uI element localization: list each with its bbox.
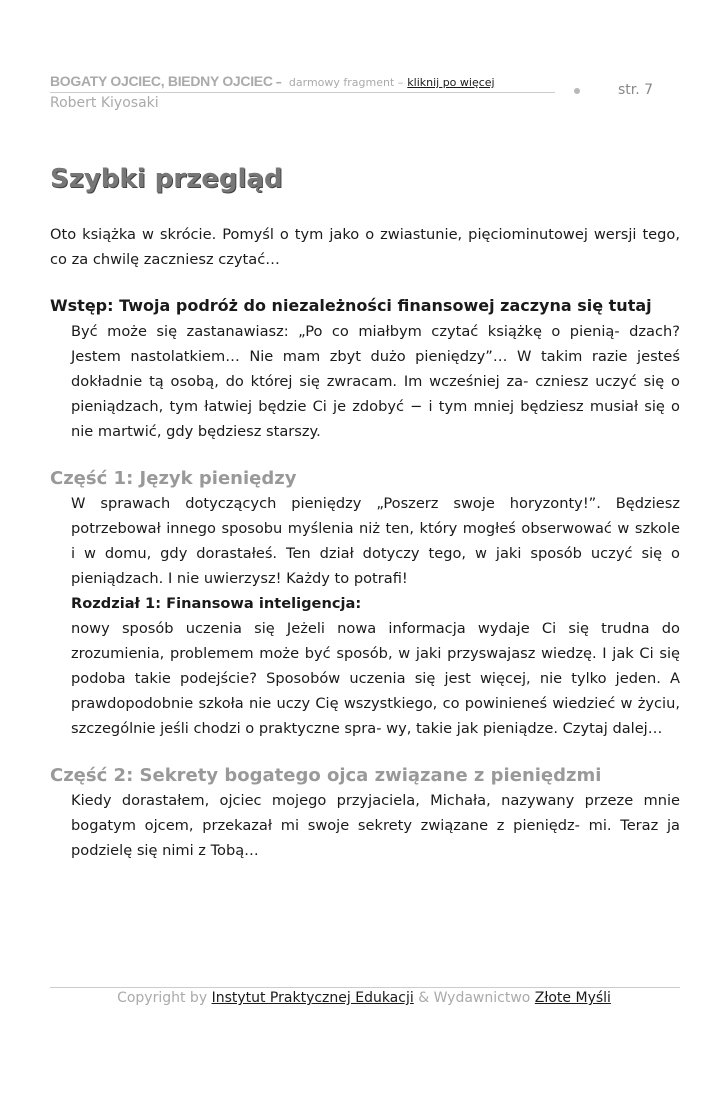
footer-joiner: & Wydawnictwo	[418, 990, 531, 1006]
chapter1-heading: Rozdział 1: Finansowa inteligencja:	[71, 595, 362, 612]
part2-text: Kiedy dorastałem, ojciec mojego przyjaciela, Michała, nazywany przeze mnie bogatym ojcem, przekazał mi swoje sekrety związane z pieniędz- mi. Teraz ja podzielę się nimi z Tobą…	[71, 792, 680, 859]
part1-heading: Część 1: Język pieniędzy	[50, 468, 297, 489]
publisher-link[interactable]: Złote Myśli	[534, 990, 611, 1006]
more-link[interactable]: kliknij po więcej	[407, 76, 495, 89]
part2-heading: Część 2: Sekrety bogatego ojca związane z pieniędzmi	[50, 765, 602, 786]
section-title: Szybki przegląd	[50, 164, 283, 194]
bullet-dot-icon	[574, 88, 580, 94]
header-separator: –	[275, 74, 282, 89]
book-title: BOGATY OJCIEC, BIEDNY OJCIEC	[50, 73, 273, 89]
page-footer	[0, 990, 728, 1006]
copyright-prefix: Copyright by	[117, 990, 208, 1006]
header-title-line	[50, 74, 495, 90]
author-name: Robert Kiyosaki	[50, 95, 159, 111]
page-header	[50, 68, 680, 116]
intro-paragraph: Oto książka w skrócie. Pomyśl o tym jako o zwiastunie, pięciominutowej wersji tego, co za chwilę zaczniesz czytać…	[50, 226, 680, 268]
free-fragment-label: darmowy fragment –	[288, 76, 404, 89]
header-rule	[50, 92, 555, 93]
institute-link[interactable]: Instytut Praktycznej Edukacji	[211, 990, 414, 1006]
main-content	[50, 222, 680, 863]
page-number: str. 7	[618, 82, 654, 98]
footer-rule	[50, 987, 680, 988]
part1-text: W sprawach dotyczących pieniędzy „Poszerz swoje horyzonty!”. Będziesz potrzebował innego sposobu myślenia niż ten, który mogłeś obserwować w szkole i w domu, gdy dorastałeś. Ten dział dotyczy tego, w jaki sposób uczyć się o pieniądzach. I nie uwierzysz! Każdy to potrafi!	[71, 495, 680, 587]
chapter1-text: nowy sposób uczenia się Jeżeli nowa informacja wydaje Ci się trudna do zrozumienia, problemem może być sposób, w jaki przyswajasz wiedzę. I jak Ci się podoba takie podejście? Sposobów uczenia się jest więcej, nie tylko jeden. A prawdopodobnie szkoła nie uczy Cię wszystkiego, co powinieneś wiedzieć w życiu, szczególnie jeśli chodzi o praktyczne spra- wy, takie jak pieniądze. Czytaj dalej…	[71, 620, 680, 737]
intro-text: Być może się zastanawiasz: „Po co miałbym czytać książkę o pienią- dzach? Jestem nastolatkiem… Nie mam zbyt dużo pieniędzy”… W takim razie jesteś dokładnie tą osobą, do której się zwracam. Im wcześniej za- czniesz uczyć się o pieniądzach, tym łatwiej będzie Ci je zdobyć − i tym mniej będziesz musiał się o nie martwić, gdy będziesz starszy.	[71, 323, 680, 440]
intro-heading: Wstęp: Twoja podróż do niezależności finansowej zaczyna się tutaj	[50, 296, 652, 315]
